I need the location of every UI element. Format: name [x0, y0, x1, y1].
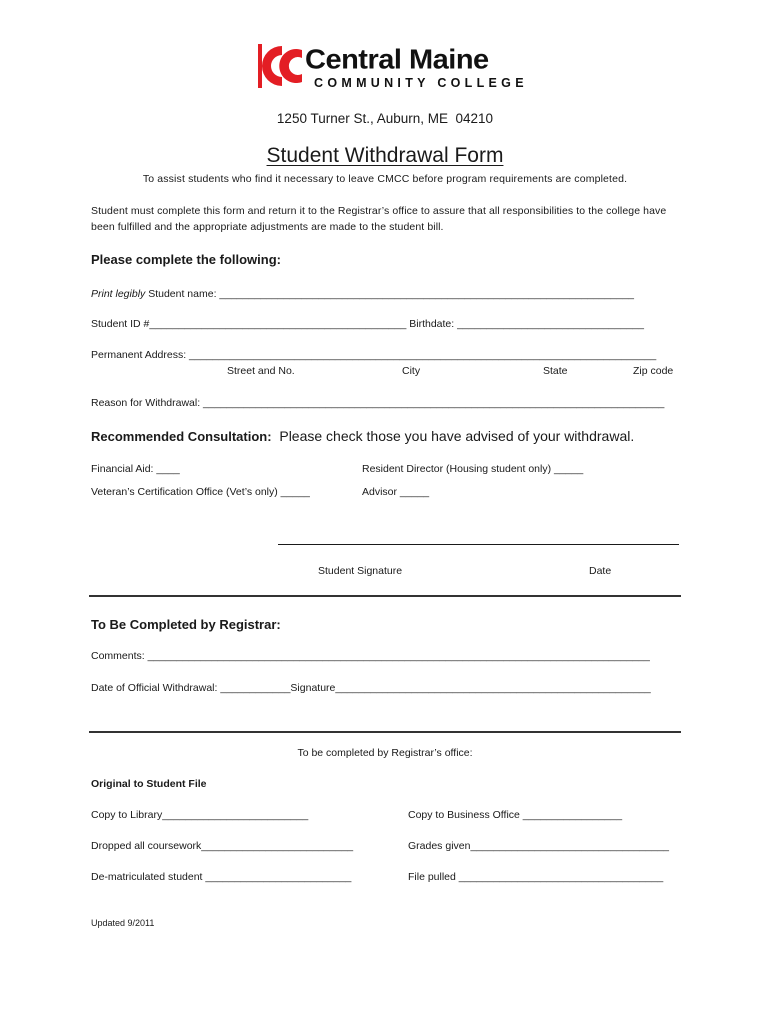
cmcc-logo-icon: [258, 44, 304, 93]
resident-director-check[interactable]: Resident Director (Housing student only) _____: [362, 463, 584, 475]
copy-to-library-field[interactable]: Copy to Library_________________________: [91, 809, 309, 821]
advisor-check[interactable]: Advisor _____: [362, 486, 430, 498]
address-state-caption: State: [543, 365, 568, 377]
dematriculated-field[interactable]: De-matriculated student _________________________: [91, 871, 352, 883]
original-to-student-file: Original to Student File: [91, 778, 207, 790]
student-id-birthdate-field[interactable]: Student ID #____________________________________________ Birthdate: ________________________________: [91, 318, 644, 330]
divider-rule: [89, 595, 681, 597]
address-city-caption: City: [402, 365, 421, 377]
file-pulled-field[interactable]: File pulled ___________________________________: [408, 871, 664, 883]
print-legibly-label: Print legibly: [91, 288, 146, 300]
registrar-office-caption: To be completed by Registrar’s office:: [297, 747, 473, 759]
address-zip-caption: Zip code: [633, 365, 674, 377]
address-street-caption: Street and No.: [227, 365, 295, 377]
permanent-address-field[interactable]: Permanent Address: ________________________________________________________________________________: [91, 349, 657, 361]
signature-line[interactable]: [278, 544, 679, 545]
consultation-heading-rest: Please check those you have advised of your withdrawal.: [271, 428, 635, 444]
form-title-text: Student Withdrawal Form: [266, 144, 504, 167]
consultation-heading-bold: Recommended Consultation:: [91, 429, 272, 444]
date-caption: Date: [589, 565, 612, 577]
financial-aid-check[interactable]: Financial Aid: ____: [91, 463, 180, 475]
form-title: [0, 144, 770, 168]
divider-rule-2: [89, 731, 681, 733]
student-signature-caption: Student Signature: [318, 565, 403, 577]
college-address: 1250 Turner St., Auburn, ME 04210: [276, 111, 494, 126]
logo-name: Central Maine: [305, 44, 489, 76]
grades-given-field[interactable]: Grades given__________________________________: [408, 840, 669, 852]
dropped-coursework-field[interactable]: Dropped all coursework__________________________: [91, 840, 354, 852]
intro-text: To assist students who find it necessary to leave CMCC before program requirements are completed.: [142, 173, 628, 185]
student-name-label: Student name: _______________________________________________________________________: [145, 288, 635, 300]
instructions-text: Student must complete this form and return it to the Registrar’s office to assure that all responsibilities to the college have been fulfilled and the appropriate adjustments are made to the student bill.: [91, 205, 667, 233]
reason-field[interactable]: Reason for Withdrawal: _______________________________________________________________________________: [91, 397, 665, 409]
veterans-office-check[interactable]: Veteran’s Certification Office (Vet’s only) _____: [91, 486, 310, 498]
logo-subtitle: COMMUNITY COLLEGE: [314, 76, 528, 90]
registrar-heading: To Be Completed by Registrar:: [91, 617, 281, 632]
comments-field[interactable]: Comments: ______________________________________________________________________________________: [91, 650, 650, 662]
consultation-heading: [91, 428, 634, 446]
copy-to-business-office-field[interactable]: Copy to Business Office _________________: [408, 809, 623, 821]
complete-heading: Please complete the following:: [91, 252, 281, 267]
official-withdrawal-field[interactable]: Date of Official Withdrawal: ____________Signature______________________________________________________: [91, 682, 651, 694]
updated-date: Updated 9/2011: [91, 918, 155, 928]
student-name-field[interactable]: [91, 288, 634, 300]
